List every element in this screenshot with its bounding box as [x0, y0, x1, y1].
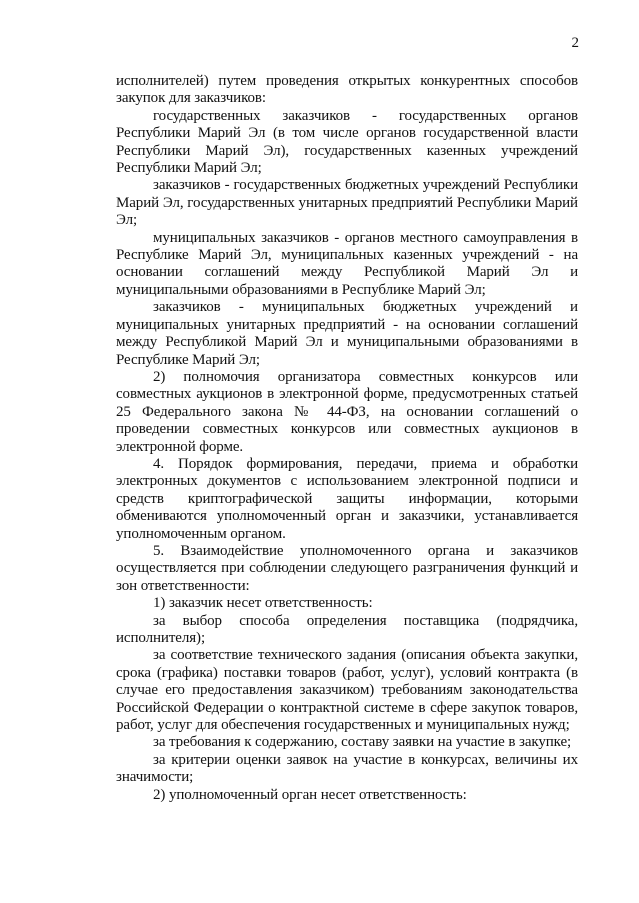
paragraph: муниципальных заказчиков - органов местного самоуправления в Республике Марий Эл, муниципальных казенных учреждений - на основании соглашений между Республикой Марий Эл и муниципальными образованиями в Республике Марий Эл; — [116, 229, 578, 298]
paragraph: заказчиков - муниципальных бюджетных учреждений и муниципальных унитарных предприятий - на основании соглашений между Республикой Марий Эл и муниципальными образованиями в Республике Марий Эл; — [116, 299, 578, 368]
document-body — [116, 73, 578, 804]
paragraph: 2) уполномоченный орган несет ответственность: — [153, 786, 467, 803]
paragraph: за выбор способа определения поставщика (подрядчика, исполнителя); — [116, 612, 578, 646]
paragraph: за требования к содержанию, составу заявки на участие в закупке; — [153, 734, 572, 751]
paragraph: за соответствие технического задания (описания объекта закупки, срока (графика) поставки товаров (работ, услуг), условий контракта (в случае его предоставления заказчиком) требованиям законодательства Российской Федерации о контрактной системе в сфере закупок товаров, работ, услуг для обеспечения государственных и муниципальных нужд; — [116, 647, 578, 734]
paragraph: заказчиков - государственных бюджетных учреждений Республики Марий Эл, государственных унитарных предприятий Республики Марий Эл; — [116, 177, 578, 229]
paragraph: государственных заказчиков - государственных органов Республики Марий Эл (в том числе органов государственной власти Республики Марий Эл), государственных казенных учреждений Республики Марий Эл; — [116, 107, 578, 177]
paragraph: исполнителей) путем проведения открытых конкурентных способов закупок для заказчиков: — [116, 73, 578, 107]
paragraph: 4. Порядок формирования, передачи, приема и обработки электронных документов с использованием электронной подписи и средств криптографической защиты информации, которыми обмениваются уполномоченный орган и заказчики, устанавливается уполномоченным органом. — [116, 455, 578, 542]
paragraph: 5. Взаимодействие уполномоченного органа и заказчиков осуществляется при соблюдении следующего разграничения функций и зон ответственности: — [116, 542, 578, 594]
paragraph: за критерии оценки заявок на участие в конкурсах, величины их значимости; — [116, 751, 578, 786]
page-number: 2 — [571, 35, 579, 51]
paragraph: 2) полномочия организатора совместных конкурсов или совместных аукционов в электронной форме, предусмотренных статьей 25 Федерального закона № 44-ФЗ, на основании соглашений о проведении совместных конкурсов или совместных аукционов в электронной форме. — [116, 368, 578, 455]
paragraph: 1) заказчик несет ответственность: — [153, 595, 373, 612]
